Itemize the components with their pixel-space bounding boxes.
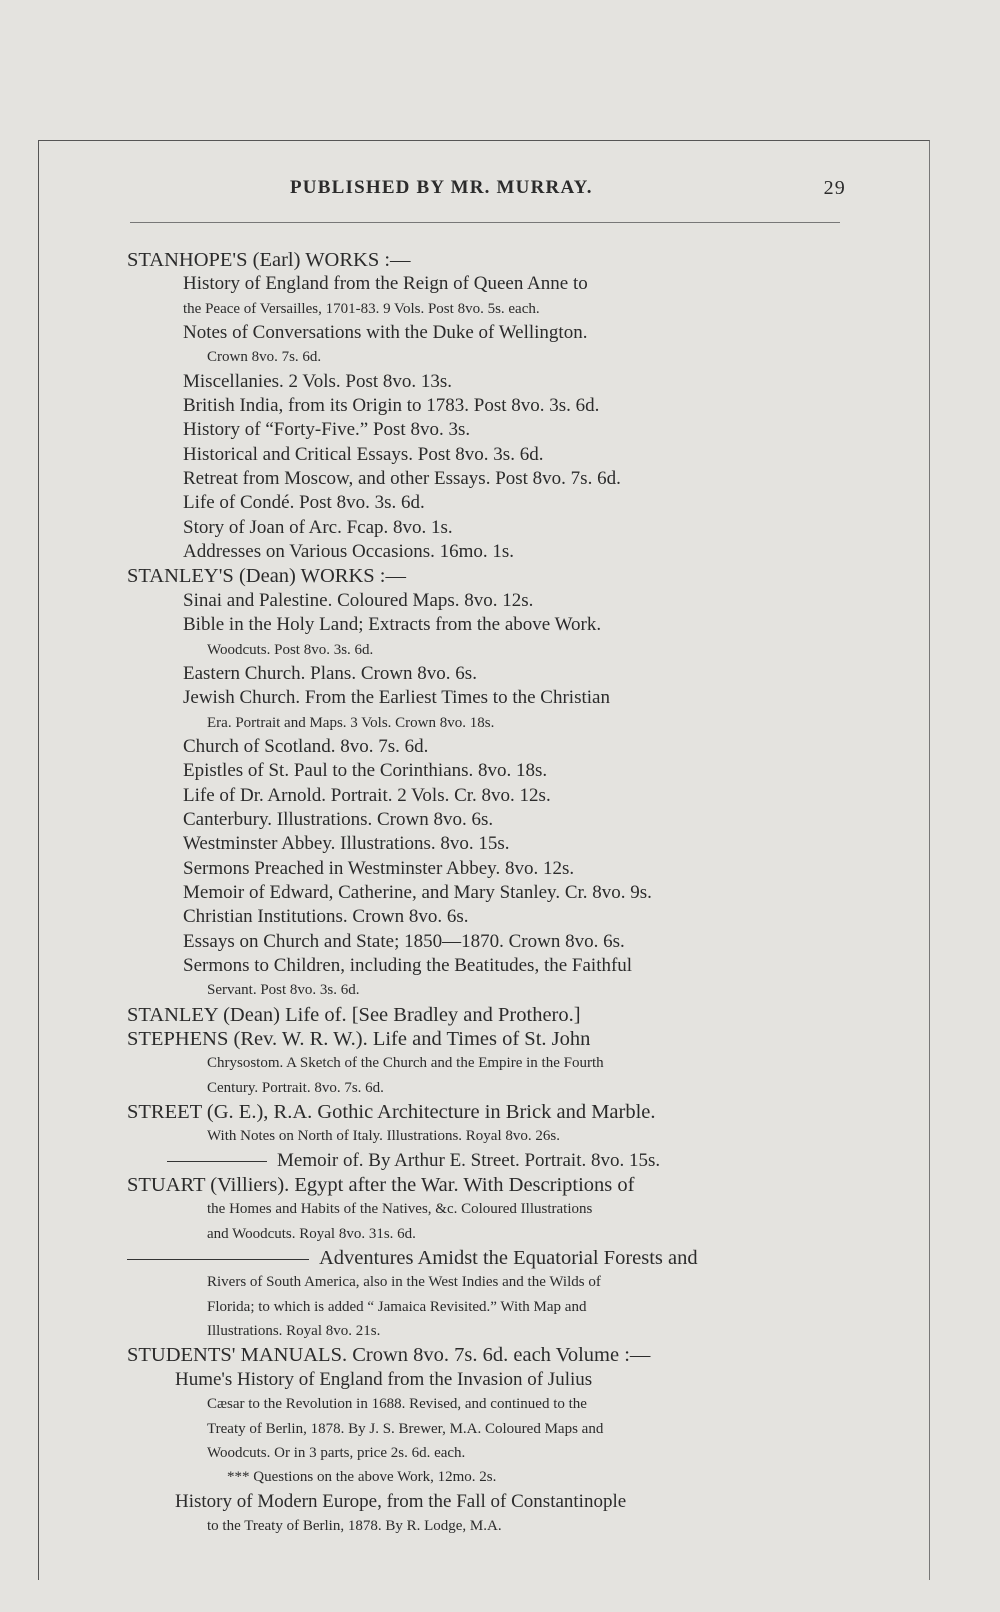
entry-title [127, 613, 843, 637]
entry-heading [127, 248, 843, 272]
line-text: to the Treaty of Berlin, 1878. By R. Lodge, M.A. [207, 1517, 502, 1534]
entry-detail [127, 1076, 843, 1100]
line-text: With Notes on North of Italy. Illustrations. Royal 8vo. 26s. [207, 1128, 560, 1145]
entry-title [127, 735, 843, 759]
entry-heading [127, 1173, 843, 1197]
entry-title [127, 832, 843, 856]
entry-title [127, 321, 843, 345]
line-text: History of England from the Reign of Queen Anne to [183, 273, 588, 295]
entry-title [127, 467, 843, 491]
line-text: STEPHENS (Rev. W. R. W.). Life and Times of St. John [127, 1028, 591, 1050]
line-text: Sermons to Children, including the Beatitudes, the Faithful [183, 954, 633, 976]
line-text: STUDENTS' MANUALS. Crown 8vo. 7s. 6d. each Volume :— [127, 1344, 651, 1367]
line-text: Bible in the Holy Land; Extracts from the above Work. [183, 614, 602, 636]
ditto-dash [167, 1161, 267, 1162]
line-text: History of “Forty-Five.” Post 8vo. 3s. [183, 419, 471, 441]
entry-title [127, 589, 843, 613]
entry-detail [127, 297, 843, 321]
line-text: Church of Scotland. 8vo. 7s. 6d. [183, 735, 429, 757]
entry-title [127, 370, 843, 394]
line-text: Life of Dr. Arnold. Portrait. 2 Vols. Cr. 8vo. 12s. [183, 784, 551, 806]
line-text: Epistles of St. Paul to the Corinthians. 8vo. 18s. [183, 760, 548, 782]
line-text: History of Modern Europe, from the Fall of Constantinople [175, 1490, 627, 1512]
entry-detail [127, 345, 843, 369]
ditto-dash [127, 1259, 309, 1260]
line-text: British India, from its Origin to 1783. Post 8vo. 3s. 6d. [183, 395, 600, 417]
line-text: Era. Portrait and Maps. 3 Vols. Crown 8vo. 18s. [207, 714, 495, 731]
line-text: Westminster Abbey. Illustrations. 8vo. 15s. [183, 833, 510, 855]
entry-detail [127, 1319, 843, 1343]
line-text: Century. Portrait. 8vo. 7s. 6d. [207, 1079, 384, 1096]
entry-heading [127, 1246, 843, 1270]
entry-title [127, 1368, 843, 1392]
entry-heading [127, 1100, 843, 1124]
line-text: Jewish Church. From the Earliest Times to the Christian [183, 687, 610, 709]
line-text: Illustrations. Royal 8vo. 21s. [207, 1323, 381, 1340]
line-text: Eastern Church. Plans. Crown 8vo. 6s. [183, 662, 477, 684]
entry-title [127, 954, 843, 978]
entry-heading [127, 1027, 843, 1051]
running-header [290, 177, 846, 207]
catalogue-listing [127, 248, 843, 1538]
line-text: Life of Condé. Post 8vo. 3s. 6d. [183, 492, 425, 514]
entry-detail [127, 1051, 843, 1075]
entry-heading [127, 1343, 843, 1367]
line-text: Canterbury. Illustrations. Crown 8vo. 6s. [183, 808, 494, 830]
line-text: Woodcuts. Or in 3 parts, price 2s. 6d. each. [207, 1444, 466, 1461]
entry-detail [127, 1392, 843, 1416]
line-text: and Woodcuts. Royal 8vo. 31s. 6d. [207, 1225, 416, 1242]
entry-detail [127, 1222, 843, 1246]
line-text: Essays on Church and State; 1850—1870. Crown 8vo. 6s. [183, 930, 625, 952]
entry-title [127, 516, 843, 540]
entry-title [127, 784, 843, 808]
line-text: Memoir of Edward, Catherine, and Mary Stanley. Cr. 8vo. 9s. [183, 881, 652, 903]
line-text: Chrysostom. A Sketch of the Church and the Empire in the Fourth [207, 1055, 604, 1072]
line-text: Notes of Conversations with the Duke of Wellington. [183, 322, 588, 344]
entry-detail [127, 1417, 843, 1441]
entry-detail [127, 978, 843, 1002]
line-text: Hume's History of England from the Invasion of Julius [175, 1368, 593, 1390]
line-text: Sinai and Palestine. Coloured Maps. 8vo. 12s. [183, 589, 534, 611]
entry-detail [127, 1270, 843, 1294]
entry-detail [127, 1441, 843, 1465]
entry-title [127, 686, 843, 710]
entry-title [127, 808, 843, 832]
entry-detail [127, 1197, 843, 1221]
line-text: Rivers of South America, also in the West Indies and the Wilds of [207, 1274, 601, 1291]
entry-title [127, 759, 843, 783]
entry-title [127, 491, 843, 515]
line-text: STANHOPE'S (Earl) WORKS :— [127, 249, 411, 271]
line-text: Miscellanies. 2 Vols. Post 8vo. 13s. [183, 370, 453, 392]
line-text: Treaty of Berlin, 1878. By J. S. Brewer, M.A. Coloured Maps and [207, 1420, 604, 1437]
line-text: Woodcuts. Post 8vo. 3s. 6d. [207, 641, 374, 658]
entry-heading [127, 564, 843, 588]
line-text: Christian Institutions. Crown 8vo. 6s. [183, 906, 469, 928]
line-text: STANLEY (Dean) Life of. [See Bradley and Prothero.] [127, 1003, 581, 1026]
entry-detail [127, 1124, 843, 1148]
line-text: STANLEY'S (Dean) WORKS :— [127, 565, 406, 588]
entry-title [127, 540, 843, 564]
line-text: Story of Joan of Arc. Fcap. 8vo. 1s. [183, 516, 453, 538]
line-text: Servant. Post 8vo. 3s. 6d. [207, 982, 360, 999]
line-text: Sermons Preached in Westminster Abbey. 8vo. 12s. [183, 857, 575, 879]
line-text: Cæsar to the Revolution in 1688. Revised, and continued to the [207, 1396, 587, 1413]
line-text: the Homes and Habits of the Natives, &c. Coloured Illustrations [207, 1201, 593, 1218]
line-text: the Peace of Versailles, 1701-83. 9 Vols. Post 8vo. 5s. each. [183, 300, 540, 317]
header-rule [130, 222, 840, 223]
entry-title [127, 272, 843, 296]
entry-title [127, 1490, 843, 1514]
entry-title [127, 1149, 843, 1173]
entry-detail [127, 638, 843, 662]
entry-title [127, 905, 843, 929]
line-text: Addresses on Various Occasions. 16mo. 1s. [183, 541, 515, 563]
entry-detail [127, 1514, 843, 1538]
line-text: Historical and Critical Essays. Post 8vo. 3s. 6d. [183, 443, 544, 465]
line-text: *** Questions on the above Work, 12mo. 2s. [227, 1469, 497, 1486]
entry-title [127, 418, 843, 442]
line-text: Adventures Amidst the Equatorial Forests and [319, 1247, 698, 1270]
line-text: Florida; to which is added “ Jamaica Revisited.” With Map and [207, 1298, 587, 1315]
entry-detail [127, 1465, 843, 1489]
entry-title [127, 881, 843, 905]
entry-title [127, 930, 843, 954]
line-text: Retreat from Moscow, and other Essays. Post 8vo. 7s. 6d. [183, 468, 621, 490]
line-text: STUART (Villiers). Egypt after the War. With Descriptions of [127, 1174, 635, 1197]
line-text: Crown 8vo. 7s. 6d. [207, 349, 322, 366]
line-text: STREET (G. E.), R.A. Gothic Architecture in Brick and Marble. [127, 1101, 656, 1124]
page-number: 29 [823, 177, 846, 199]
entry-detail [127, 1295, 843, 1319]
entry-title [127, 443, 843, 467]
entry-title [127, 662, 843, 686]
entry-title [127, 394, 843, 418]
entry-title [127, 857, 843, 881]
entry-detail [127, 711, 843, 735]
running-title: PUBLISHED BY MR. MURRAY. [290, 177, 593, 198]
entry-heading [127, 1003, 843, 1027]
line-text: Memoir of. By Arthur E. Street. Portrait. 8vo. 15s. [277, 1149, 661, 1171]
